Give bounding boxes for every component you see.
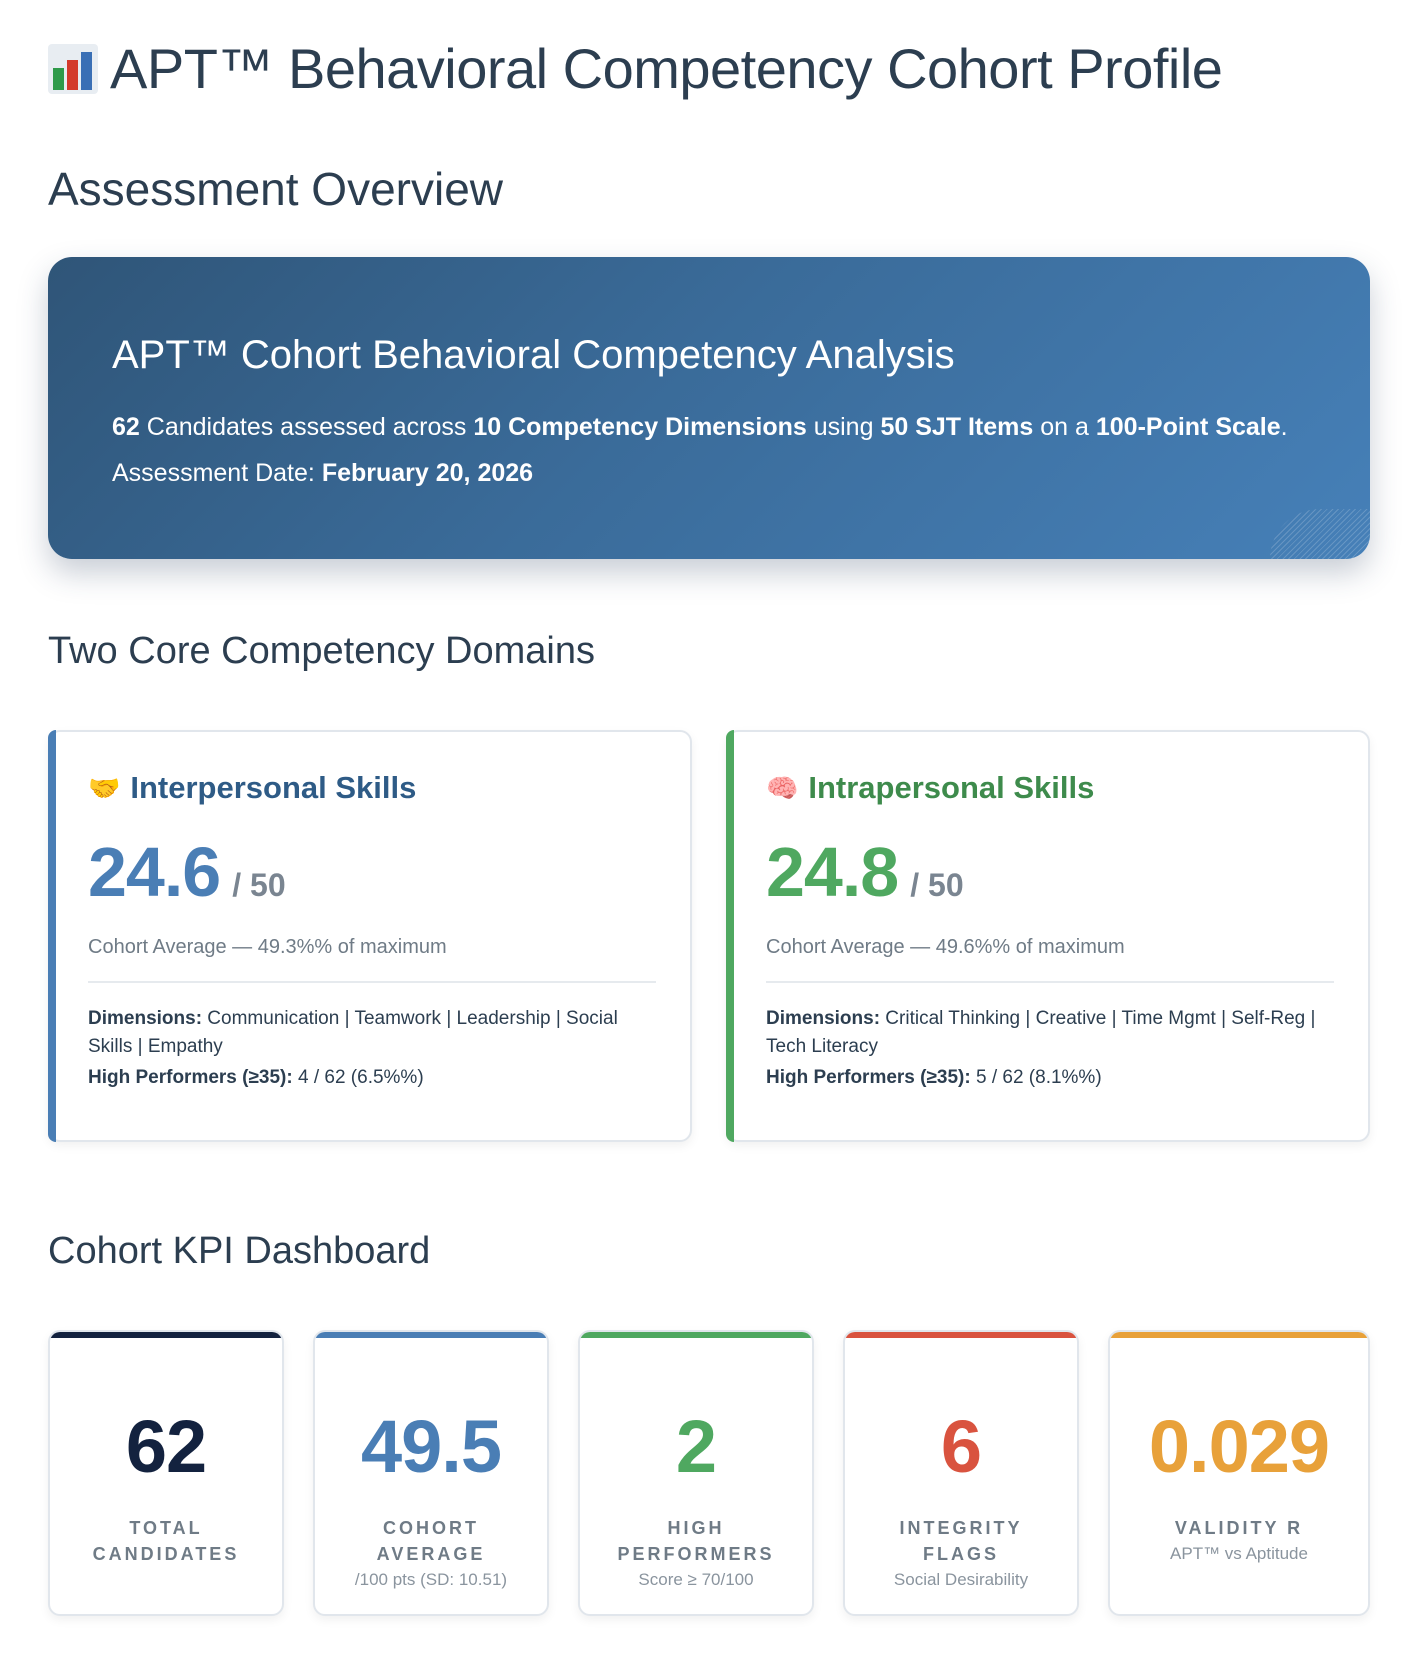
interpersonal-score: 24.6 <box>88 833 221 911</box>
handshake-icon: 🤝 <box>88 772 121 803</box>
hero-title: APT™ Cohort Behavioral Competency Analysis <box>112 333 955 377</box>
kpi-card-high-performers <box>578 1330 814 1616</box>
intrapersonal-title: 🧠 Intrapersonal Skills <box>766 770 1095 805</box>
intrapersonal-cohort-note: Cohort Average — 49.6%% of maximum <box>766 936 1334 983</box>
kpi-label: VALIDITY R <box>1174 1518 1304 1538</box>
intrapersonal-score: 24.8 <box>766 833 899 911</box>
kpi-card-integrity-flags <box>843 1330 1079 1616</box>
intrapersonal-dimensions: Dimensions: Critical Thinking | Creative | Time Mgmt | Self-Reg | Tech Literacy <box>766 1008 1316 1057</box>
kpi-value: 0.029 <box>1148 1405 1330 1488</box>
candidates-count: 62 <box>112 413 140 441</box>
hero-decoration <box>1270 509 1370 559</box>
interpersonal-dimensions: Dimensions: Communication | Teamwork | Leadership | Social Skills | Empathy <box>88 1008 618 1057</box>
kpi-label: HIGH PERFORMERS <box>617 1518 775 1564</box>
items-count: 50 SJT Items <box>880 413 1034 441</box>
kpi-value: 2 <box>675 1405 717 1488</box>
interpersonal-card <box>48 730 692 1142</box>
domains-heading: Two Core Competency Domains <box>48 630 595 672</box>
interpersonal-title: 🤝 Interpersonal Skills <box>88 770 417 805</box>
kpi-subtext: Score ≥ 70/100 <box>638 1570 754 1589</box>
interpersonal-cohort-note: Cohort Average — 49.3%% of maximum <box>88 936 656 983</box>
intrapersonal-score-row <box>766 832 1334 912</box>
kpi-card-total-candidates <box>48 1330 284 1616</box>
kpi-label: COHORT AVERAGE <box>376 1518 486 1564</box>
kpi-heading: Cohort KPI Dashboard <box>48 1230 431 1272</box>
assessment-date-value: February 20, 2026 <box>321 459 534 487</box>
page-title-text: APT™ Behavioral Competency Cohort Profile <box>110 37 1223 100</box>
scale-label: 100-Point Scale <box>1095 413 1281 441</box>
overview-heading: Assessment Overview <box>48 163 504 215</box>
kpi-label: INTEGRITY FLAGS <box>899 1518 1023 1564</box>
interpersonal-high-performers: High Performers (≥35): 4 / 62 (6.5%%) <box>88 1067 424 1088</box>
overview-hero-card <box>48 257 1370 559</box>
bar-chart-icon <box>48 44 98 94</box>
brain-icon: 🧠 <box>766 772 799 803</box>
kpi-value: 6 <box>940 1405 982 1488</box>
hero-summary: 62 Candidates assessed across 10 Competency Dimensions using 50 SJT Items on a 100-Point Scale. <box>112 413 1288 441</box>
intrapersonal-card <box>726 730 1370 1142</box>
kpi-subtext: /100 pts (SD: 10.51) <box>354 1570 508 1589</box>
intrapersonal-high-performers: High Performers (≥35): 5 / 62 (8.1%%) <box>766 1067 1102 1088</box>
kpi-card-validity-r <box>1108 1330 1370 1616</box>
kpi-label: TOTAL CANDIDATES <box>92 1518 240 1564</box>
assessment-date: Assessment Date: February 20, 2026 <box>112 459 534 487</box>
kpi-value: 62 <box>125 1405 207 1488</box>
dimensions-count: 10 Competency Dimensions <box>473 413 807 441</box>
intrapersonal-score-max: / 50 <box>910 867 964 903</box>
kpi-value: 49.5 <box>360 1405 502 1488</box>
interpersonal-score-row <box>88 832 656 912</box>
page-title <box>48 36 1222 101</box>
kpi-subtext: APT™ vs Aptitude <box>1170 1544 1308 1563</box>
kpi-subtext: Social Desirability <box>893 1570 1029 1589</box>
kpi-card-cohort-average <box>313 1330 549 1616</box>
interpersonal-score-max: / 50 <box>232 867 286 903</box>
